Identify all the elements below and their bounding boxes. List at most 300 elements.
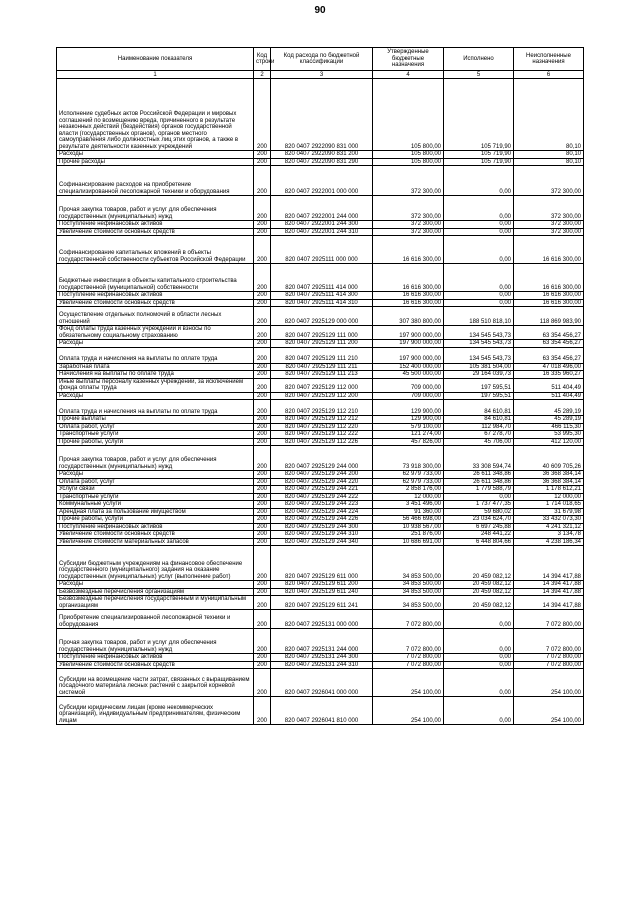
row-approved-amount: 62 979 733,00 <box>373 478 444 486</box>
row-code: 200 <box>254 654 271 662</box>
row-approved-amount: 16 616 300,00 <box>373 292 444 300</box>
row-name: Безвозмездные перечисления организациям <box>57 588 254 596</box>
row-name: Прочие расходы <box>57 158 254 166</box>
row-approved-amount: 34 853 500,00 <box>373 588 444 596</box>
table-row <box>57 596 584 610</box>
row-executed-amount: 0,00 <box>444 629 514 654</box>
row-name: Оплата работ, услуг <box>57 478 254 486</box>
row-code: 200 <box>254 326 271 340</box>
table-row <box>57 158 584 166</box>
row-classification-code: 820 0407 2925129 112 222 <box>271 431 373 439</box>
budget-execution-table <box>56 47 584 725</box>
column-number: 6 <box>514 71 584 79</box>
row-classification-code: 820 0407 2925129 112 212 <box>271 416 373 424</box>
row-approved-amount: 579 100,00 <box>373 423 444 431</box>
row-name: Поступление нефинансовых активов <box>57 221 254 229</box>
table-row <box>57 508 584 516</box>
table-row <box>57 516 584 524</box>
row-classification-code: 820 0407 2925129 244 000 <box>271 446 373 471</box>
row-approved-amount: 3 451 496,00 <box>373 501 444 509</box>
header-code: Код строки <box>254 48 271 71</box>
row-name: Расходы <box>57 471 254 479</box>
table-row <box>57 471 584 479</box>
table-row <box>57 546 584 581</box>
row-approved-amount: 7 072 800,00 <box>373 654 444 662</box>
column-number: 2 <box>254 71 271 79</box>
row-executed-amount: 6 448 804,66 <box>444 538 514 546</box>
row-executed-amount: 105 719,90 <box>444 151 514 159</box>
column-number: 5 <box>444 71 514 79</box>
row-classification-code: 820 0407 2925129 111 213 <box>271 371 373 379</box>
row-classification-code: 820 0407 2925111 414 000 <box>271 264 373 292</box>
table-row <box>57 423 584 431</box>
row-approved-amount: 129 900,00 <box>373 416 444 424</box>
row-name: Прочая закупка товаров, работ и услуг для обеспечения государственных (муниципальных) нужд <box>57 629 254 654</box>
row-name: Транспортные услуги <box>57 493 254 501</box>
row-code: 200 <box>254 523 271 531</box>
row-name: Оплата труда и начисления на выплаты по оплате труда <box>57 400 254 416</box>
row-name: Безвозмездные перечисления государственным и муниципальным организациям <box>57 596 254 610</box>
row-classification-code: 820 0407 2925131 000 000 <box>271 610 373 629</box>
row-code: 200 <box>254 596 271 610</box>
column-number-row <box>57 71 584 79</box>
row-name: Прочие работы, услуги <box>57 516 254 524</box>
row-code: 200 <box>254 669 271 697</box>
row-name: Субсидии бюджетным учреждениям на финансовое обеспечение государственного (муниципального) задания на оказание государственных (муниципальных) услуг (выполнение работ) <box>57 546 254 581</box>
row-executed-amount: 45 706,00 <box>444 438 514 446</box>
row-classification-code: 820 0407 2925129 111 211 <box>271 363 373 371</box>
row-classification-code: 820 0407 2925129 112 000 <box>271 378 373 392</box>
row-executed-amount: 134 545 543,73 <box>444 347 514 363</box>
table-row <box>57 588 584 596</box>
row-classification-code: 820 0407 2922001 244 300 <box>271 221 373 229</box>
row-code: 200 <box>254 493 271 501</box>
table-row <box>57 221 584 229</box>
row-approved-amount: 152 400 000,00 <box>373 363 444 371</box>
row-code: 200 <box>254 610 271 629</box>
table-row <box>57 363 584 371</box>
row-approved-amount: 56 466 698,00 <box>373 516 444 524</box>
row-unexecuted-amount: 16 616 300,00 <box>514 292 584 300</box>
row-unexecuted-amount: 36 368 384,14 <box>514 478 584 486</box>
table-row <box>57 79 584 151</box>
row-code: 200 <box>254 588 271 596</box>
row-name: Услуги связи <box>57 486 254 494</box>
table-row <box>57 416 584 424</box>
row-classification-code: 820 0407 2925129 244 310 <box>271 531 373 539</box>
row-code: 200 <box>254 446 271 471</box>
row-executed-amount: 0,00 <box>444 221 514 229</box>
row-unexecuted-amount: 4 241 321,12 <box>514 523 584 531</box>
row-code: 200 <box>254 478 271 486</box>
row-classification-code: 820 0407 2925111 414 310 <box>271 299 373 307</box>
row-classification-code: 820 0407 2922090 831 000 <box>271 79 373 151</box>
row-executed-amount: 20 459 082,12 <box>444 588 514 596</box>
row-approved-amount: 16 616 300,00 <box>373 264 444 292</box>
row-approved-amount: 254 100,00 <box>373 697 444 725</box>
table-row <box>57 523 584 531</box>
header-classification: Код расхода по бюджетной классификации <box>271 48 373 71</box>
row-name: Расходы <box>57 581 254 589</box>
row-classification-code: 820 0407 2925129 244 340 <box>271 538 373 546</box>
row-unexecuted-amount: 16 616 300,00 <box>514 264 584 292</box>
row-executed-amount: 197 595,51 <box>444 392 514 400</box>
row-executed-amount: 0,00 <box>444 299 514 307</box>
row-unexecuted-amount: 14 394 417,88 <box>514 581 584 589</box>
row-name: Осуществление отдельных полномочий в области лесных отношений <box>57 307 254 326</box>
row-approved-amount: 7 072 800,00 <box>373 610 444 629</box>
row-executed-amount: 0,00 <box>444 697 514 725</box>
row-code: 200 <box>254 340 271 348</box>
header-name: Наименование показателя <box>57 48 254 71</box>
row-classification-code: 820 0407 2922090 831 200 <box>271 151 373 159</box>
row-name: Коммунальные услуги <box>57 501 254 509</box>
row-classification-code: 820 0407 2925129 244 222 <box>271 493 373 501</box>
row-classification-code: 820 0407 2925129 112 220 <box>271 423 373 431</box>
table-row <box>57 697 584 725</box>
row-classification-code: 820 0407 2925129 244 223 <box>271 501 373 509</box>
row-classification-code: 820 0407 2926041 000 000 <box>271 669 373 697</box>
row-unexecuted-amount: 63 354 456,27 <box>514 340 584 348</box>
row-executed-amount: 188 510 818,10 <box>444 307 514 326</box>
row-unexecuted-amount: 14 394 417,88 <box>514 596 584 610</box>
row-approved-amount: 91 360,00 <box>373 508 444 516</box>
row-code: 200 <box>254 400 271 416</box>
row-unexecuted-amount: 4 238 186,34 <box>514 538 584 546</box>
row-code: 200 <box>254 416 271 424</box>
row-name: Расходы <box>57 151 254 159</box>
row-code: 200 <box>254 629 271 654</box>
row-approved-amount: 197 900 000,00 <box>373 326 444 340</box>
row-name: Увеличение стоимости основных средств <box>57 228 254 236</box>
row-code: 200 <box>254 508 271 516</box>
row-executed-amount: 0,00 <box>444 493 514 501</box>
row-executed-amount: 0,00 <box>444 236 514 264</box>
row-classification-code: 820 0407 2925111 000 000 <box>271 236 373 264</box>
table-row <box>57 438 584 446</box>
row-classification-code: 820 0407 2922001 244 310 <box>271 228 373 236</box>
table-header-row <box>57 48 584 71</box>
row-executed-amount: 0,00 <box>444 166 514 196</box>
table-row <box>57 538 584 546</box>
row-unexecuted-amount: 7 072 800,00 <box>514 610 584 629</box>
table-row <box>57 493 584 501</box>
row-unexecuted-amount: 53 995,30 <box>514 431 584 439</box>
row-executed-amount: 26 611 348,86 <box>444 478 514 486</box>
row-code: 200 <box>254 363 271 371</box>
row-name: Бюджетные инвестиции в объекты капитального строительства государственной (муниципальной) собственности <box>57 264 254 292</box>
row-approved-amount: 372 300,00 <box>373 221 444 229</box>
row-approved-amount: 105 800,00 <box>373 79 444 151</box>
page-number: 90 <box>314 5 326 16</box>
row-name: Прочие выплаты <box>57 416 254 424</box>
row-unexecuted-amount: 16 335 960,27 <box>514 371 584 379</box>
row-executed-amount: 67 278,70 <box>444 431 514 439</box>
row-unexecuted-amount: 31 679,98 <box>514 508 584 516</box>
row-approved-amount: 16 616 300,00 <box>373 299 444 307</box>
row-unexecuted-amount: 372 300,00 <box>514 221 584 229</box>
row-approved-amount: 197 900 000,00 <box>373 340 444 348</box>
row-code: 200 <box>254 307 271 326</box>
row-code: 200 <box>254 423 271 431</box>
row-code: 200 <box>254 392 271 400</box>
row-approved-amount: 709 000,00 <box>373 392 444 400</box>
row-code: 200 <box>254 166 271 196</box>
row-name: Поступление нефинансовых активов <box>57 523 254 531</box>
row-approved-amount: 34 853 500,00 <box>373 596 444 610</box>
row-unexecuted-amount: 80,10 <box>514 158 584 166</box>
row-approved-amount: 251 876,00 <box>373 531 444 539</box>
row-executed-amount: 20 459 082,12 <box>444 581 514 589</box>
row-unexecuted-amount: 372 300,00 <box>514 228 584 236</box>
table-row <box>57 264 584 292</box>
row-executed-amount: 105 381 504,00 <box>444 363 514 371</box>
row-executed-amount: 0,00 <box>444 228 514 236</box>
row-approved-amount: 62 979 733,00 <box>373 471 444 479</box>
row-code: 200 <box>254 299 271 307</box>
row-executed-amount: 248 441,22 <box>444 531 514 539</box>
table-row <box>57 236 584 264</box>
table-row <box>57 378 584 392</box>
row-executed-amount: 1 737 477,35 <box>444 501 514 509</box>
row-classification-code: 820 0407 2925131 244 000 <box>271 629 373 654</box>
row-code: 200 <box>254 347 271 363</box>
row-classification-code: 820 0407 2925129 112 200 <box>271 392 373 400</box>
row-executed-amount: 6 697 245,88 <box>444 523 514 531</box>
table-row <box>57 307 584 326</box>
table-row <box>57 486 584 494</box>
row-code: 200 <box>254 501 271 509</box>
row-classification-code: 820 0407 2925129 611 240 <box>271 588 373 596</box>
table-row <box>57 661 584 669</box>
row-classification-code: 820 0407 2925129 111 210 <box>271 347 373 363</box>
row-name: Прочие работы, услуги <box>57 438 254 446</box>
table-body <box>57 79 584 725</box>
table-row <box>57 228 584 236</box>
row-code: 200 <box>254 516 271 524</box>
column-number: 3 <box>271 71 373 79</box>
row-classification-code: 820 0407 2925129 112 226 <box>271 438 373 446</box>
row-executed-amount: 112 984,70 <box>444 423 514 431</box>
row-classification-code: 820 0407 2925111 414 300 <box>271 292 373 300</box>
row-name: Поступление нефинансовых активов <box>57 654 254 662</box>
table-row <box>57 326 584 340</box>
header-unexecuted: Неисполненные назначения <box>514 48 584 71</box>
row-approved-amount: 709 000,00 <box>373 378 444 392</box>
row-approved-amount: 121 274,00 <box>373 431 444 439</box>
row-approved-amount: 105 800,00 <box>373 151 444 159</box>
row-unexecuted-amount: 14 394 417,88 <box>514 588 584 596</box>
row-unexecuted-amount: 3 134,78 <box>514 531 584 539</box>
row-name: Начисления на выплаты по оплате труда <box>57 371 254 379</box>
row-classification-code: 820 0407 2925129 611 241 <box>271 596 373 610</box>
header-approved: Утвержденные бюджетные назначения <box>373 48 444 71</box>
row-name: Приобретение специализированной лесопожарной техники и оборудования <box>57 610 254 629</box>
row-name: Поступление нефинансовых активов <box>57 292 254 300</box>
row-unexecuted-amount: 1 178 612,21 <box>514 486 584 494</box>
row-name: Расходы <box>57 340 254 348</box>
table-row <box>57 501 584 509</box>
row-classification-code: 820 0407 2925129 611 200 <box>271 581 373 589</box>
row-approved-amount: 372 300,00 <box>373 196 444 221</box>
row-classification-code: 820 0407 2925129 112 210 <box>271 400 373 416</box>
row-unexecuted-amount: 36 368 384,14 <box>514 471 584 479</box>
row-unexecuted-amount: 80,10 <box>514 151 584 159</box>
row-approved-amount: 34 853 500,00 <box>373 581 444 589</box>
column-number: 4 <box>373 71 444 79</box>
row-code: 200 <box>254 486 271 494</box>
row-approved-amount: 2 858 176,00 <box>373 486 444 494</box>
row-unexecuted-amount: 7 072 800,00 <box>514 661 584 669</box>
row-unexecuted-amount: 16 616 300,00 <box>514 299 584 307</box>
row-code: 200 <box>254 151 271 159</box>
row-unexecuted-amount: 118 869 983,90 <box>514 307 584 326</box>
table-row <box>57 371 584 379</box>
row-code: 200 <box>254 236 271 264</box>
row-classification-code: 820 0407 2925129 111 200 <box>271 340 373 348</box>
row-code: 200 <box>254 581 271 589</box>
row-approved-amount: 197 900 000,00 <box>373 347 444 363</box>
row-executed-amount: 33 308 594,74 <box>444 446 514 471</box>
row-unexecuted-amount: 7 072 800,00 <box>514 654 584 662</box>
row-approved-amount: 73 918 300,00 <box>373 446 444 471</box>
row-name: Оплата труда и начисления на выплаты по оплате труда <box>57 347 254 363</box>
table-row <box>57 669 584 697</box>
table-row <box>57 446 584 471</box>
row-name: Арендная плата за пользование имуществом <box>57 508 254 516</box>
row-executed-amount: 29 164 039,73 <box>444 371 514 379</box>
row-classification-code: 820 0407 2925129 244 300 <box>271 523 373 531</box>
row-name: Увеличение стоимости основных средств <box>57 299 254 307</box>
row-executed-amount: 26 611 348,86 <box>444 471 514 479</box>
row-unexecuted-amount: 254 100,00 <box>514 669 584 697</box>
row-classification-code: 820 0407 2925129 244 200 <box>271 471 373 479</box>
row-unexecuted-amount: 14 394 417,88 <box>514 546 584 581</box>
row-executed-amount: 105 719,90 <box>444 158 514 166</box>
row-code: 200 <box>254 196 271 221</box>
row-name: Исполнение судебных актов Российской Федерации и мировых соглашений по возмещению вреда, причиненного в результате незаконных действий (бездействия) органов государственной власти (государственных органов), органов местного самоуправления либо должностных лиц этих органов, а также в результате деятельности казенных учреждений <box>57 79 254 151</box>
row-code: 200 <box>254 661 271 669</box>
row-name: Фонд оплаты труда казенных учреждений и взносы по обязательному социальному страхованию <box>57 326 254 340</box>
table-row <box>57 151 584 159</box>
table-row <box>57 347 584 363</box>
row-executed-amount: 0,00 <box>444 654 514 662</box>
table-row <box>57 610 584 629</box>
row-executed-amount: 134 545 543,73 <box>444 340 514 348</box>
row-approved-amount: 45 500 000,00 <box>373 371 444 379</box>
row-name: Увеличение стоимости основных средств <box>57 661 254 669</box>
row-code: 200 <box>254 79 271 151</box>
row-executed-amount: 0,00 <box>444 292 514 300</box>
row-classification-code: 820 0407 2922001 244 000 <box>271 196 373 221</box>
row-classification-code: 820 0407 2925131 244 300 <box>271 654 373 662</box>
row-name: Оплата работ, услуг <box>57 423 254 431</box>
table-row <box>57 166 584 196</box>
row-unexecuted-amount: 47 018 496,00 <box>514 363 584 371</box>
row-name: Софинансирование капитальных вложений в объекты государственной собственности субъектов Российской Федерации <box>57 236 254 264</box>
row-approved-amount: 16 616 300,00 <box>373 236 444 264</box>
row-unexecuted-amount: 511 404,49 <box>514 378 584 392</box>
row-classification-code: 820 0407 2925129 244 220 <box>271 478 373 486</box>
row-classification-code: 820 0407 2925129 244 221 <box>271 486 373 494</box>
row-executed-amount: 0,00 <box>444 669 514 697</box>
row-code: 200 <box>254 471 271 479</box>
row-classification-code: 820 0407 2925129 611 000 <box>271 546 373 581</box>
row-code: 200 <box>254 538 271 546</box>
row-approved-amount: 7 072 800,00 <box>373 629 444 654</box>
row-approved-amount: 10 686 691,00 <box>373 538 444 546</box>
row-code: 200 <box>254 264 271 292</box>
row-unexecuted-amount: 1 714 018,65 <box>514 501 584 509</box>
row-name: Иные выплаты персоналу казенных учреждений, за исключением фонда оплаты труда <box>57 378 254 392</box>
table-row <box>57 581 584 589</box>
table-row <box>57 629 584 654</box>
row-approved-amount: 307 380 800,00 <box>373 307 444 326</box>
table-row <box>57 431 584 439</box>
row-code: 200 <box>254 158 271 166</box>
row-classification-code: 820 0407 2926041 810 000 <box>271 697 373 725</box>
row-code: 200 <box>254 371 271 379</box>
row-code: 200 <box>254 228 271 236</box>
row-executed-amount: 84 610,81 <box>444 400 514 416</box>
row-classification-code: 820 0407 2925131 244 310 <box>271 661 373 669</box>
row-unexecuted-amount: 412 120,00 <box>514 438 584 446</box>
row-unexecuted-amount: 33 432 073,30 <box>514 516 584 524</box>
table-row <box>57 292 584 300</box>
row-executed-amount: 20 459 082,12 <box>444 546 514 581</box>
row-name: Субсидии юридическим лицам (кроме некоммерческих организаций), индивидуальным предпринимателям, физическим лицам <box>57 697 254 725</box>
row-approved-amount: 372 300,00 <box>373 228 444 236</box>
row-unexecuted-amount: 12 000,00 <box>514 493 584 501</box>
table-row <box>57 299 584 307</box>
row-executed-amount: 59 680,02 <box>444 508 514 516</box>
row-name: Прочая закупка товаров, работ и услуг для обеспечения государственных (муниципальных) нужд <box>57 446 254 471</box>
header-executed: Исполнено <box>444 48 514 71</box>
row-code: 200 <box>254 531 271 539</box>
row-classification-code: 820 0407 2925129 000 000 <box>271 307 373 326</box>
row-name: Увеличение стоимости основных средств <box>57 531 254 539</box>
row-approved-amount: 34 853 500,00 <box>373 546 444 581</box>
row-executed-amount: 134 545 543,73 <box>444 326 514 340</box>
row-executed-amount: 0,00 <box>444 661 514 669</box>
row-code: 200 <box>254 697 271 725</box>
row-executed-amount: 0,00 <box>444 264 514 292</box>
row-code: 200 <box>254 546 271 581</box>
table-row <box>57 392 584 400</box>
row-approved-amount: 254 100,00 <box>373 669 444 697</box>
row-unexecuted-amount: 80,10 <box>514 79 584 151</box>
row-unexecuted-amount: 511 404,49 <box>514 392 584 400</box>
row-name: Субсидии на возмещение части затрат, связанных с выращиванием посадочного материала лесных растений с закрытой корневой системой <box>57 669 254 697</box>
row-unexecuted-amount: 372 300,00 <box>514 196 584 221</box>
row-unexecuted-amount: 16 616 300,00 <box>514 236 584 264</box>
table-row <box>57 196 584 221</box>
table-row <box>57 478 584 486</box>
row-approved-amount: 7 072 800,00 <box>373 661 444 669</box>
row-approved-amount: 12 000,00 <box>373 493 444 501</box>
row-executed-amount: 23 034 624,70 <box>444 516 514 524</box>
row-name: Расходы <box>57 392 254 400</box>
row-executed-amount: 1 779 588,79 <box>444 486 514 494</box>
row-name: Прочая закупка товаров, работ и услуг для обеспечения государственных (муниципальных) нужд <box>57 196 254 221</box>
row-approved-amount: 457 826,00 <box>373 438 444 446</box>
row-unexecuted-amount: 466 115,30 <box>514 423 584 431</box>
row-approved-amount: 372 300,00 <box>373 166 444 196</box>
table-row <box>57 531 584 539</box>
table-row <box>57 340 584 348</box>
row-approved-amount: 10 938 567,00 <box>373 523 444 531</box>
row-unexecuted-amount: 63 354 456,27 <box>514 347 584 363</box>
